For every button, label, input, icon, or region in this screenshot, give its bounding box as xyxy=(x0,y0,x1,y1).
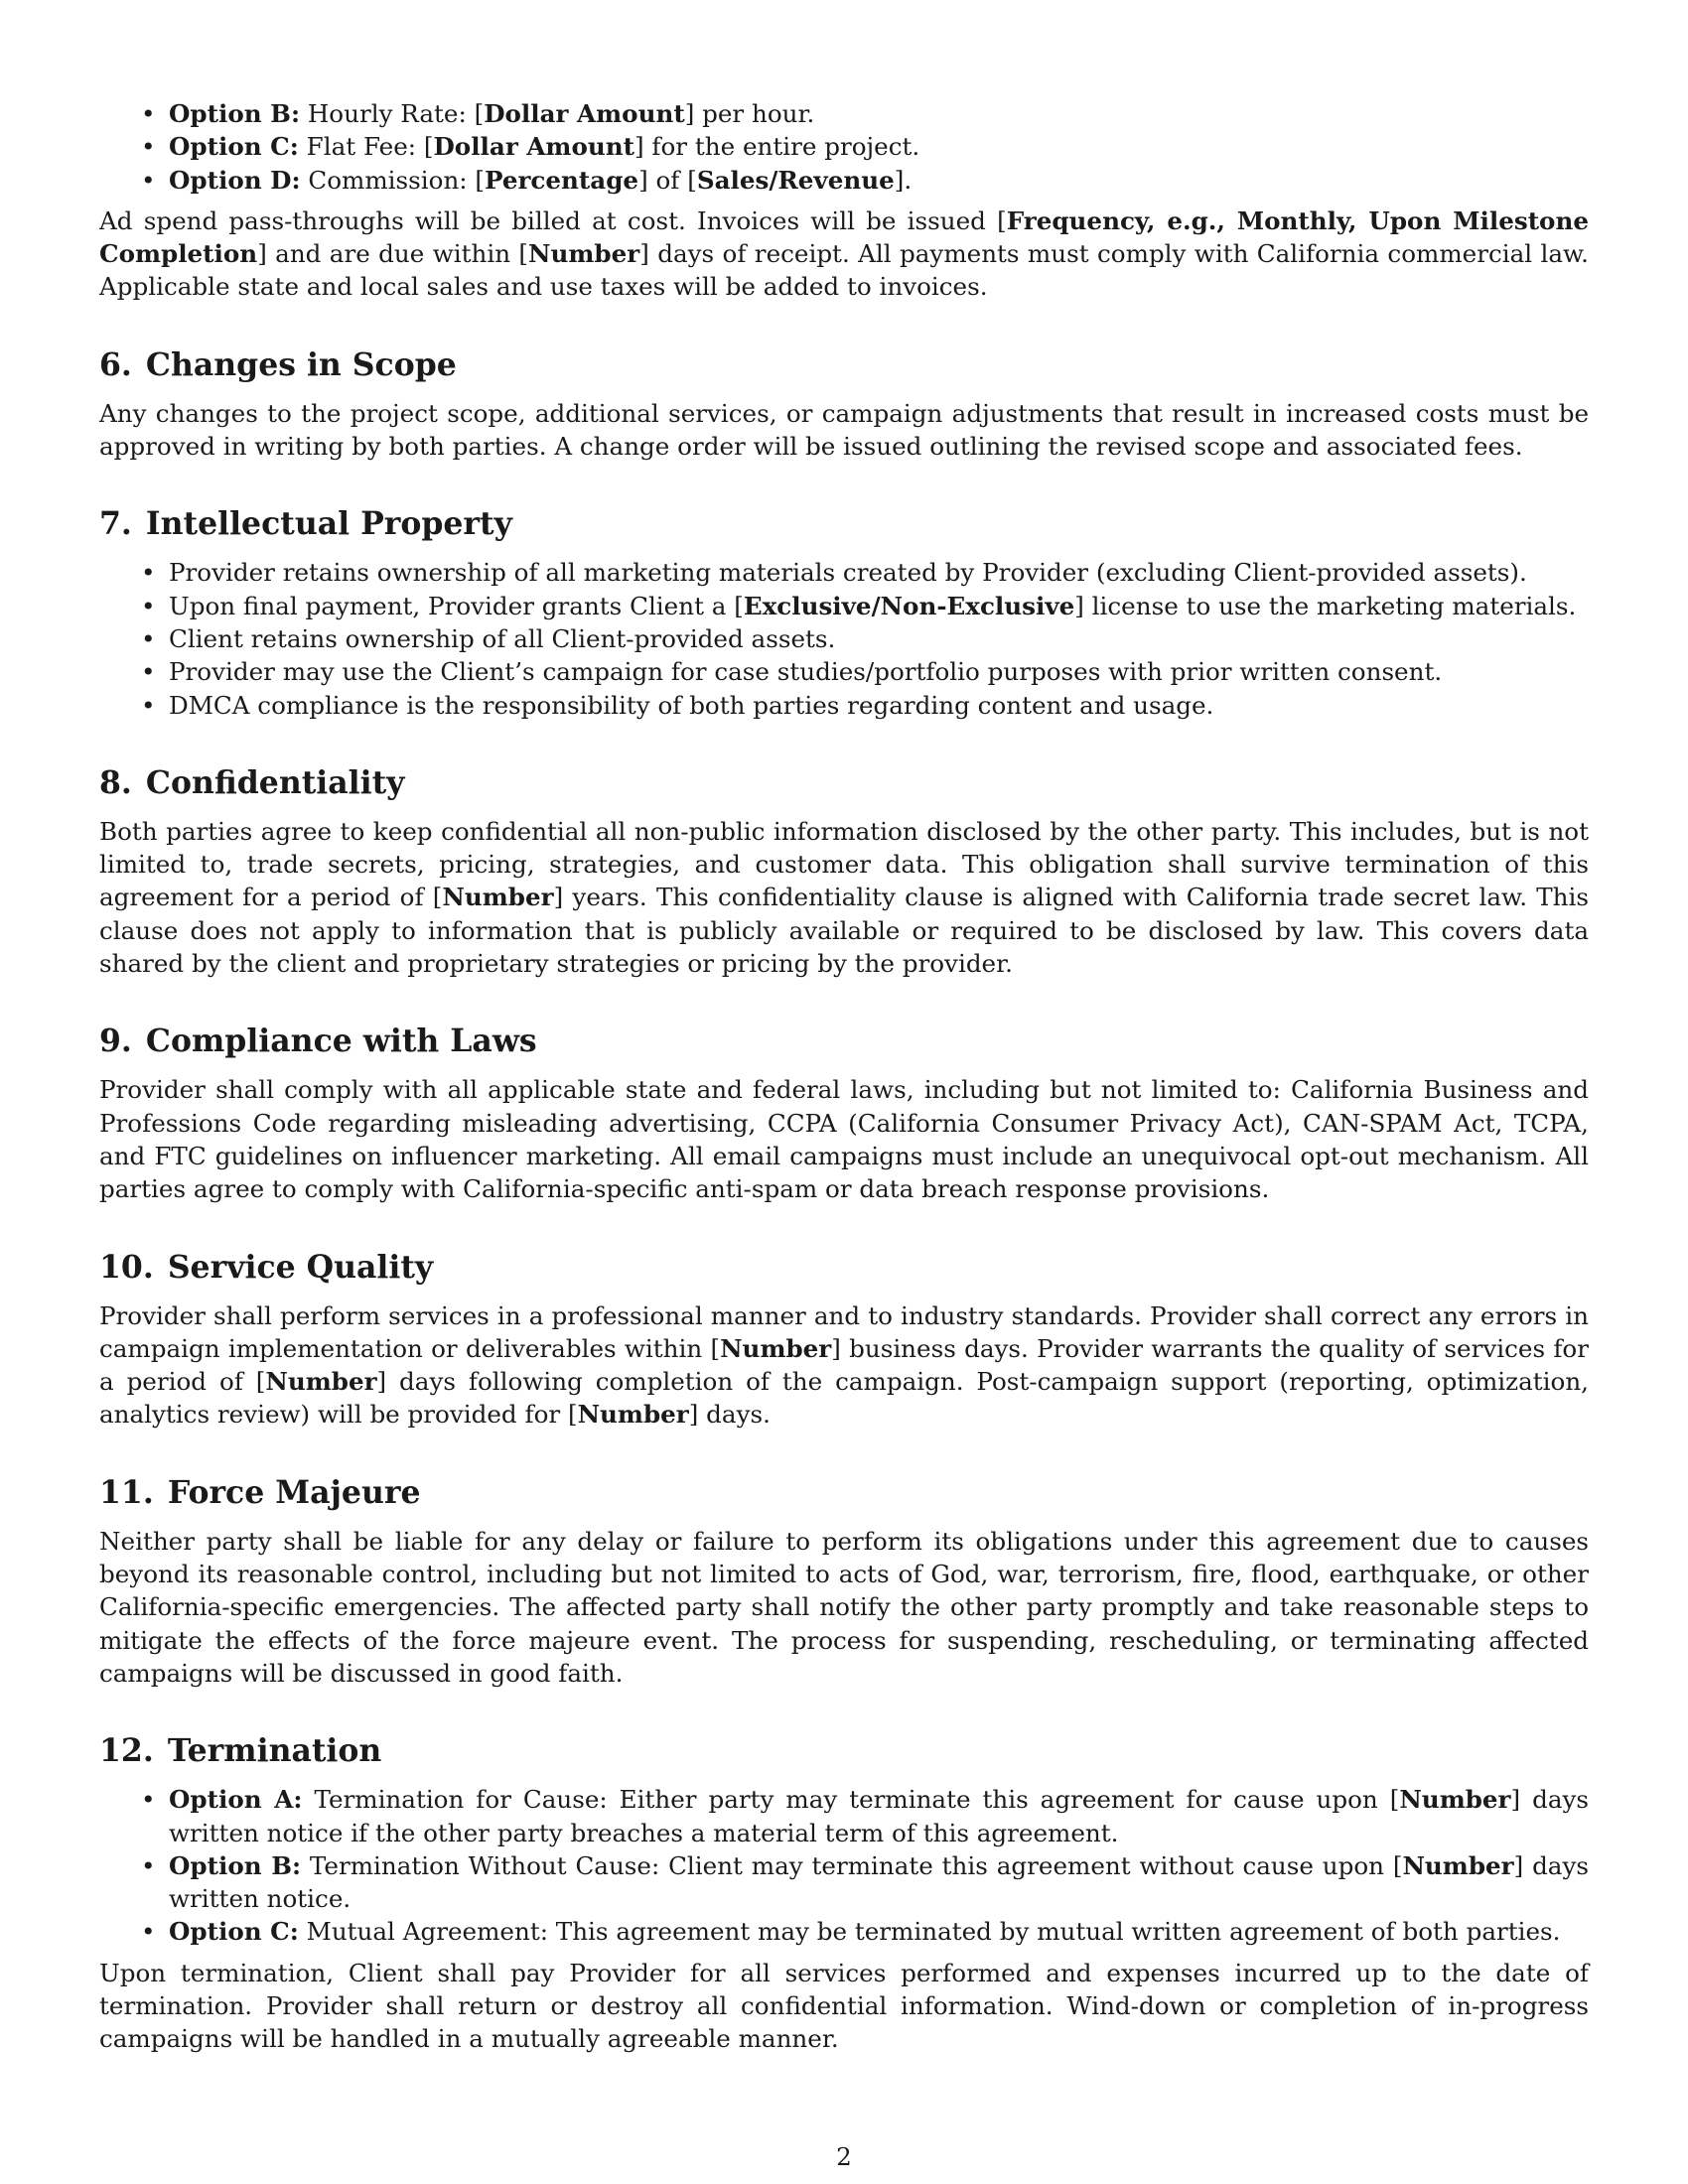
page-number: 2 xyxy=(836,2142,852,2171)
placeholder-text: Number xyxy=(1402,1850,1514,1880)
placeholder-text: Option C: xyxy=(169,1917,299,1947)
section-heading: 11. Force Majeure xyxy=(99,1473,421,1511)
placeholder-text: Number xyxy=(720,1333,832,1363)
section-paragraph: Provider shall perform services in a professional manner and to industry standards. Provider shall correct any errors in campaign implementation or deliverables within [Number] business days. Provider warrants the quality of services for a period of [Number] days following completion of the campaign. Post-campaign support (reporting, optimization, analytics review) will be provided for [Number] days. xyxy=(99,1300,1589,1430)
payment-options-list xyxy=(99,97,1589,197)
placeholder-text: Number xyxy=(577,1400,689,1430)
list-item: • Provider may use the Client’s campaign for case studies/portfolio purposes with prior written consent. xyxy=(99,655,1589,688)
section-heading: 7. Intellectual Property xyxy=(99,505,512,543)
termination-options-list xyxy=(99,1783,1589,1948)
section-heading: 9. Compliance with Laws xyxy=(99,1023,537,1060)
document-page xyxy=(99,97,1589,2056)
section-heading: 6. Changes in Scope xyxy=(99,345,457,383)
placeholder-text: Option B: xyxy=(169,1850,302,1880)
list-item: • Option C: Mutual Agreement: This agreement may be terminated by mutual written agreement of both parties. xyxy=(99,1915,1589,1948)
placeholder-text: Option A: xyxy=(169,1785,303,1815)
section-paragraph: Provider shall comply with all applicable state and federal laws, including but not limited to: California Business and Professions Code regarding misleading advertising, CCPA (California Consumer Privacy Act), CAN-SPAM Act, TCPA, and FTC guidelines on influencer marketing. All email campaigns must include an unequivocal opt-out mechanism. All parties agree to comply with California-specific anti-spam or data breach response provisions. xyxy=(99,1075,1589,1204)
list-item: • Option B: Termination Without Cause: Client may terminate this agreement without cause upon [Number] days written notice. xyxy=(141,1850,1589,1914)
placeholder-text: Frequency, e.g., Monthly, Upon Milestone Completion xyxy=(99,205,1589,269)
bullet-icon: • xyxy=(141,558,156,588)
list-item: • Option C: Flat Fee: [Dollar Amount] for the entire project. xyxy=(99,130,1589,163)
section-paragraph: Upon termination, Client shall pay Provider for all services performed and expenses incurred up to the date of termination. Provider shall return or destroy all confidential information. Wind-down or completion of in-progress campaigns will be handled in a mutually agreeable manner. xyxy=(99,1958,1589,2054)
placeholder-text: Dollar Amount xyxy=(484,99,685,128)
placeholder-text: Sales/Revenue xyxy=(696,165,895,195)
list-item: • Option D: Commission: [Percentage] of [Sales/Revenue]. xyxy=(99,164,1589,197)
list-item: • DMCA compliance is the responsibility of both parties regarding content and usage. xyxy=(99,689,1589,722)
section-heading: 12. Termination xyxy=(99,1732,382,1770)
placeholder-text: Number xyxy=(442,883,554,912)
ip-list xyxy=(99,556,1589,721)
section-paragraph: Both parties agree to keep confidential all non-public information disclosed by the other party. This includes, but is not limited to, trade secrets, pricing, strategies, and customer data. This obligation shall survive termination of this agreement for a period of [Number] years. This confidentiality clause is aligned with California trade secret law. This clause does not apply to information that is publicly available or required to be disclosed by law. This covers data shared by the client and proprietary strategies or pricing by the provider. xyxy=(99,816,1589,979)
bullet-icon: • xyxy=(141,623,156,653)
placeholder-text: Number xyxy=(528,239,640,269)
list-item: • Client retains ownership of all Client-provided assets. xyxy=(99,622,1589,655)
bullet-icon: • xyxy=(141,99,156,128)
list-item: • Provider retains ownership of all marketing materials created by Provider (excluding Client-provided assets). xyxy=(99,556,1589,589)
bullet-icon: • xyxy=(141,165,156,195)
payment-terms-paragraph: Ad spend pass-throughs will be billed at cost. Invoices will be issued [Frequency, e.g., Monthly, Upon Milestone Completion] and are due within [Number] days of receipt. All payments must comply with California commercial law. Applicable state and local sales and use taxes will be added to invoices. xyxy=(99,205,1590,302)
section-heading: 8. Confidentiality xyxy=(99,763,405,801)
placeholder-text: Option D: xyxy=(169,165,301,195)
placeholder-text: Number xyxy=(265,1367,377,1397)
placeholder-text: Dollar Amount xyxy=(433,132,634,162)
bullet-icon: • xyxy=(141,1850,156,1880)
list-item: • Option A: Termination for Cause: Either party may terminate this agreement for cause upon [Number] days written notice if the other party breaches a material term of this agreement. xyxy=(141,1785,1589,1847)
placeholder-text: Option B: xyxy=(169,99,301,128)
bullet-icon: • xyxy=(141,1917,156,1947)
bullet-icon: • xyxy=(141,1785,156,1815)
section-paragraph: Any changes to the project scope, additional services, or campaign adjustments that result in increased costs must be approved in writing by both parties. A change order will be issued outlining the revised scope and associated fees. xyxy=(99,398,1589,462)
placeholder-text: Option C: xyxy=(169,132,299,162)
section-heading: 10. Service Quality xyxy=(99,1248,434,1286)
list-item: • Upon final payment, Provider grants Client a [Exclusive/Non-Exclusive] license to use the marketing materials. xyxy=(99,590,1589,622)
bullet-icon: • xyxy=(141,591,156,620)
list-item: • Option B: Hourly Rate: [Dollar Amount] per hour. xyxy=(99,97,1589,130)
bullet-icon: • xyxy=(141,657,156,687)
section-paragraph: Neither party shall be liable for any delay or failure to perform its obligations under this agreement due to causes beyond its reasonable control, including but not limited to acts of God, war, terrorism, fire, flood, earthquake, or other California-specific emergencies. The affected party shall notify the other party promptly and take reasonable steps to mitigate the effects of the force majeure event. The process for suspending, rescheduling, or terminating affected campaigns will be discussed in good faith. xyxy=(99,1526,1589,1688)
placeholder-text: Percentage xyxy=(484,165,639,195)
bullet-icon: • xyxy=(141,690,156,720)
placeholder-text: Exclusive/Non-Exclusive xyxy=(743,591,1075,620)
bullet-icon: • xyxy=(141,132,156,162)
placeholder-text: Number xyxy=(1399,1785,1511,1815)
